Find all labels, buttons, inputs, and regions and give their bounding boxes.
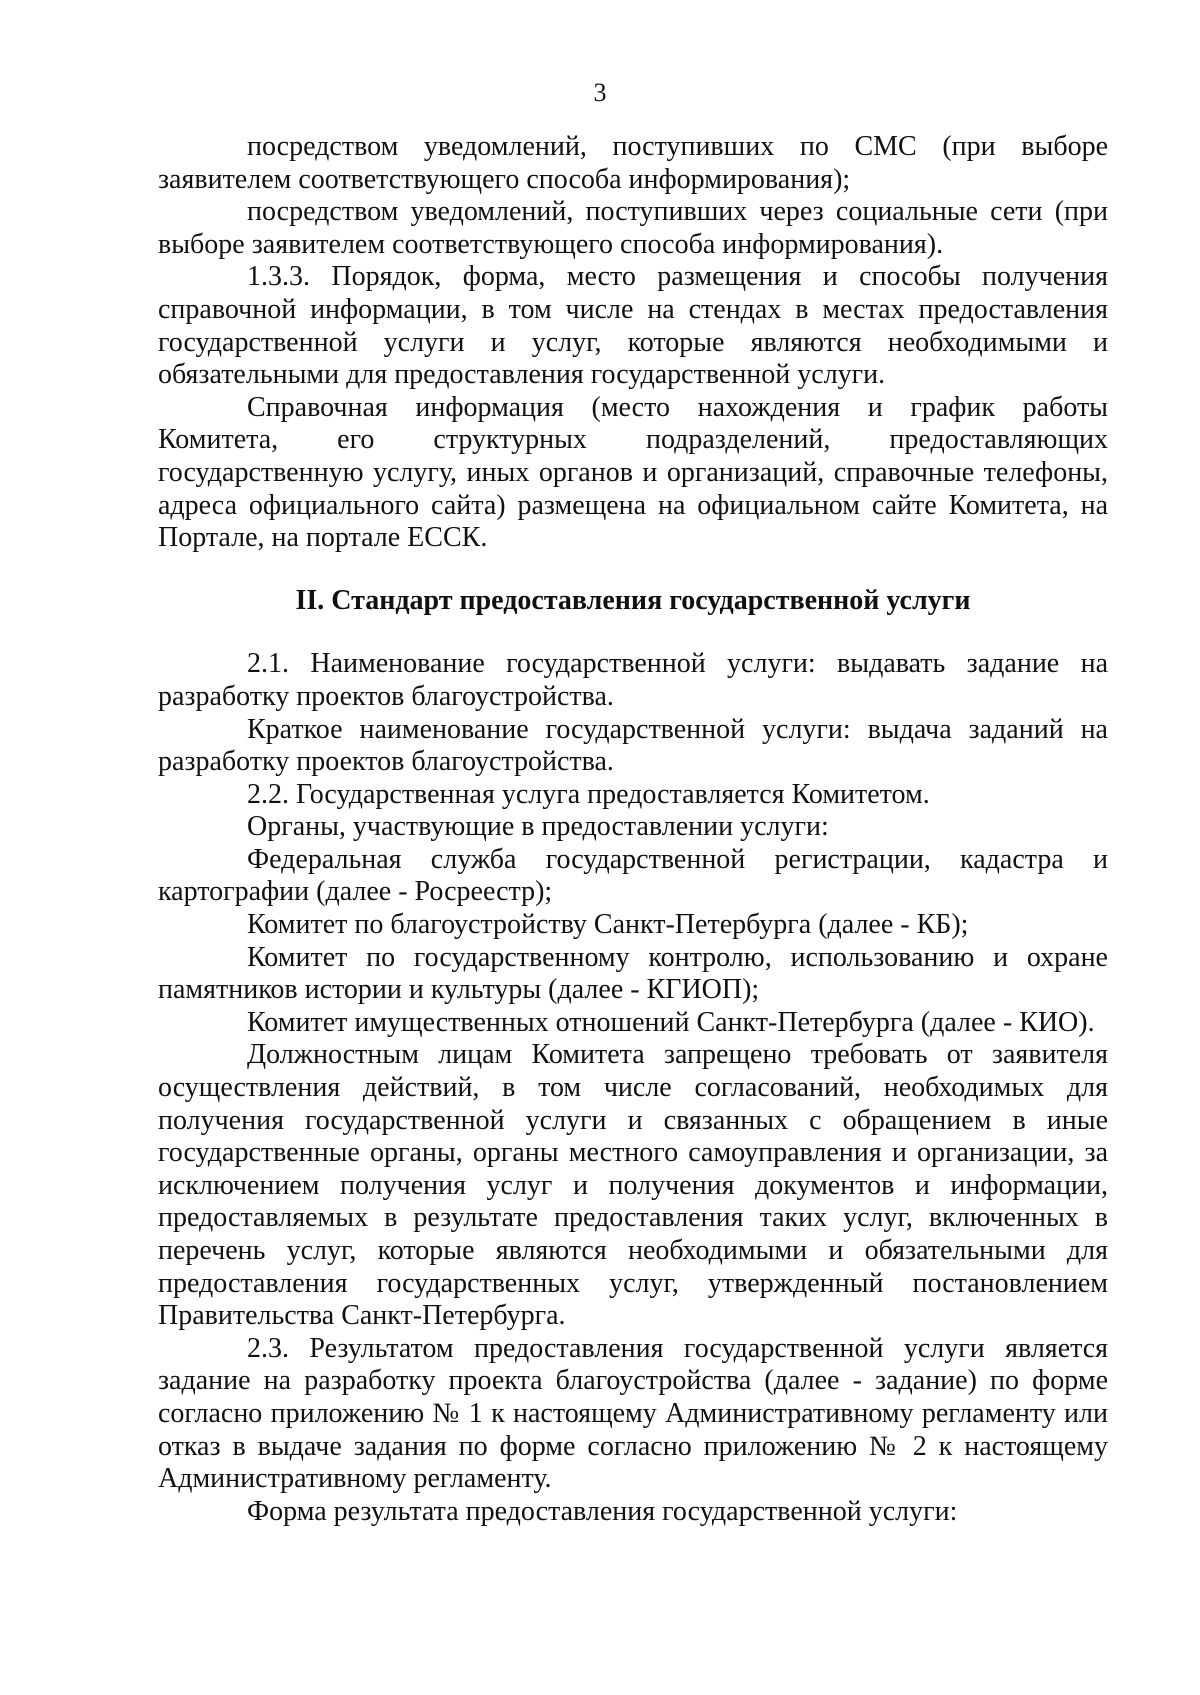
paragraph-participating-bodies: Органы, участвующие в предоставлении услуги: [247,811,829,843]
paragraph-1-3-3: 1.3.3. Порядок, форма, место размещения и способы получения справочной информации, в том числе на стендах в местах предоставления государственной услуги и услуг, которые являются необходимыми и обязательными для предоставления государственной услуги. [158,261,1108,391]
paragraph-kgiop: Комитет по государственному контролю, использованию и охране памятников истории и культуры (далее - КГИОП); [158,941,1108,1006]
section-heading: II. Стандарт предоставления государственной услуги [295,584,971,616]
page-number: 3 [593,78,607,107]
paragraph-2-2: 2.2. Государственная услуга предоставляется Комитетом. [247,778,930,810]
paragraph-reference-info: Справочная информация (место нахождения и график работы Комитета, его структурных подразделений, предоставляющих государственную услугу, иных органов и организаций, справочные телефоны, адреса официального сайта) размещена на официальном сайте Комитета, на Портале, на портале ЕССК. [158,391,1108,554]
paragraph-social-notifications: посредством уведомлений, поступивших через социальные сети (при выборе заявителем соответствующего способа информирования). [158,196,1108,260]
paragraph-2-3: 2.3. Результатом предоставления государственной услуги является задание на разработку проекта благоустройства (далее - задание) по форме согласно приложению № 1 к настоящему Административному регламенту или отказ в выдаче задания по форме согласно приложению № 2 к настоящему Административному регламенту. [158,1332,1108,1495]
paragraph-prohibition: Должностным лицам Комитета запрещено требовать от заявителя осуществления действий, в том числе согласований, необходимых для получения государственной услуги и связанных с обращением в иные государственные органы, органы местного самоуправления и организации, за исключением получения услуг и получения документов и информации, предоставляемых в результате предоставления таких услуг, включенных в перечень услуг, которые являются необходимыми и обязательными для предоставления государственных услуг, утвержденный постановлением Правительства Санкт-Петербурга. [158,1039,1108,1332]
paragraph-kio: Комитет имущественных отношений Санкт-Петербурга (далее - КИО). [247,1006,1095,1038]
paragraph-kb: Комитет по благоустройству Санкт-Петербурга (далее - КБ); [247,909,969,941]
paragraph-short-name: Краткое наименование государственной услуги: выдача заданий на разработку проектов благоустройства. [158,713,1108,778]
paragraph-rosreestr: Федеральная служба государственной регистрации, кадастра и картографии (далее - Росреестр); [158,843,1108,908]
paragraph-result-form: Форма результата предоставления государственной услуги: [247,1495,958,1527]
paragraph-2-1: 2.1. Наименование государственной услуги: выдавать задание на разработку проектов благоустройства. [158,648,1108,712]
document-body [158,131,1108,1528]
paragraph-sms-notifications: посредством уведомлений, поступивших по СМС (при выборе заявителем соответствующего способа информирования); [158,131,1108,195]
